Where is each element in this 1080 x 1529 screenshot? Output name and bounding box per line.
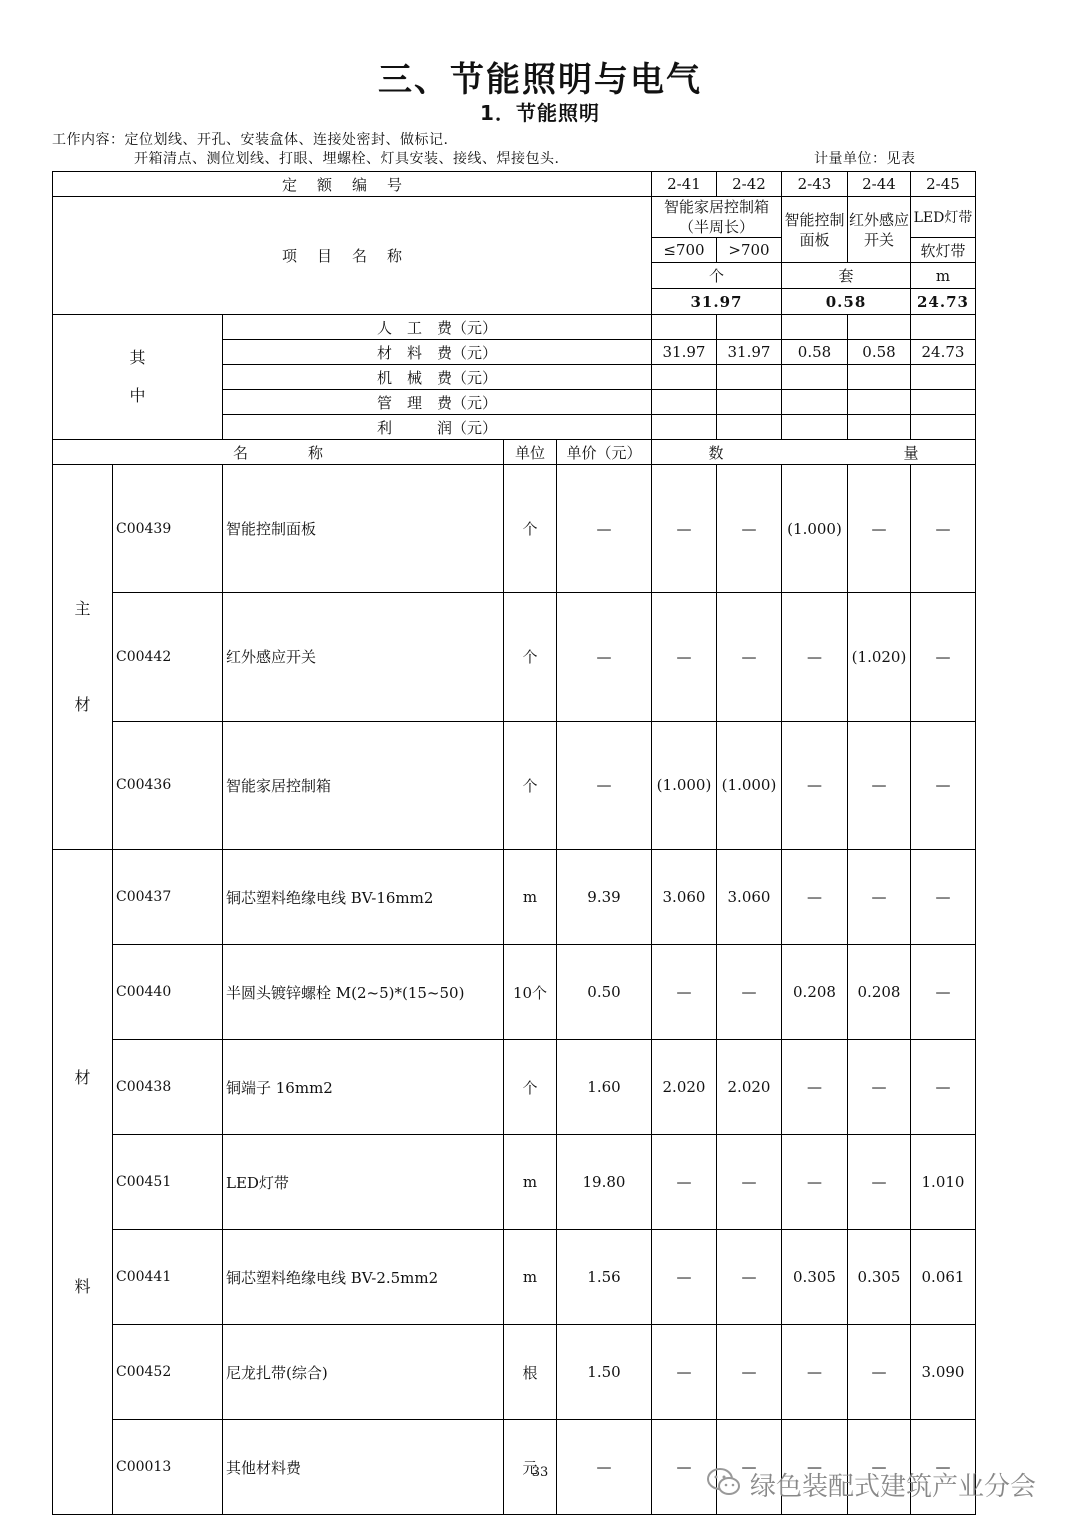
qizhong-char: 其 xyxy=(129,348,146,367)
material-code: C00436 xyxy=(113,721,223,849)
material-price: 0.50 xyxy=(557,945,652,1040)
cost-value: 31.97 xyxy=(717,340,782,365)
material-price: 1.50 xyxy=(557,1325,652,1420)
material-code: C00439 xyxy=(113,465,223,593)
material-name: 红外感应开关 xyxy=(223,593,504,721)
cost-value xyxy=(782,315,848,340)
material-code: C00451 xyxy=(113,1135,223,1230)
material-code: C00441 xyxy=(113,1230,223,1325)
material-qty: — xyxy=(911,465,976,593)
material-row xyxy=(53,850,976,945)
qizhong-char: 中 xyxy=(129,386,146,405)
item-name-row xyxy=(53,197,976,238)
cost-value xyxy=(652,415,717,440)
material-qty: (1.000) xyxy=(652,721,717,849)
material-qty: 2.020 xyxy=(717,1040,782,1135)
material-name: 智能控制面板 xyxy=(223,465,504,593)
cost-value xyxy=(717,315,782,340)
material-row xyxy=(53,1325,976,1420)
unit-a: 个 xyxy=(652,263,782,289)
material-code: C00437 xyxy=(113,850,223,945)
material-unit: 个 xyxy=(504,1040,557,1135)
quota-code: 2-42 xyxy=(717,172,782,197)
wechat-icon xyxy=(706,1466,742,1498)
material-qty: — xyxy=(848,1420,911,1515)
material-unit: 个 xyxy=(504,721,557,849)
material-qty: — xyxy=(848,1040,911,1135)
material-qty: 0.305 xyxy=(782,1230,848,1325)
cost-value xyxy=(848,365,911,390)
material-qty: — xyxy=(782,1325,848,1420)
material-qty: — xyxy=(782,1040,848,1135)
material-qty: — xyxy=(717,465,782,593)
unit-c: m xyxy=(911,263,976,289)
quota-code-row xyxy=(53,172,976,197)
material-qty: — xyxy=(782,593,848,721)
detail-name-header: 名 称 xyxy=(53,440,504,465)
material-category xyxy=(53,850,113,1515)
cost-value xyxy=(782,390,848,415)
material-qty: — xyxy=(848,1135,911,1230)
cost-value xyxy=(911,365,976,390)
material-price: — xyxy=(557,1420,652,1515)
material-qty: 0.305 xyxy=(848,1230,911,1325)
cost-value: 24.73 xyxy=(911,340,976,365)
cost-value xyxy=(848,390,911,415)
section-subtitle: 1．节能照明 xyxy=(480,101,600,125)
cost-value: 31.97 xyxy=(652,340,717,365)
material-name: 智能家居控制箱 xyxy=(223,721,504,849)
item-name-label: 项目名称 xyxy=(53,197,652,315)
material-qty: — xyxy=(717,1420,782,1515)
material-qty: — xyxy=(911,1040,976,1135)
material-code: C00013 xyxy=(113,1420,223,1515)
material-qty: — xyxy=(848,850,911,945)
work-content-line1: 工作内容：定位划线、开孔、安装盒体、连接处密封、做标记. xyxy=(52,132,449,148)
material-name: 其他材料费 xyxy=(223,1420,504,1515)
cost-row xyxy=(53,315,976,340)
quota-table xyxy=(52,171,976,1515)
material-price: — xyxy=(557,721,652,849)
quota-code-label: 定额编号 xyxy=(53,172,652,197)
material-qty: — xyxy=(652,1420,717,1515)
watermark xyxy=(706,1464,1051,1504)
material-qty: — xyxy=(717,1325,782,1420)
page-title: 三、节能照明与电气 xyxy=(378,60,702,100)
material-qty: — xyxy=(652,1230,717,1325)
material-qty: (1.000) xyxy=(717,721,782,849)
material-qty: — xyxy=(782,1420,848,1515)
material-code: C00440 xyxy=(113,945,223,1040)
cost-label: 人 工 费（元） xyxy=(223,315,652,340)
cost-value xyxy=(848,315,911,340)
material-qty: — xyxy=(911,721,976,849)
material-qty: 1.010 xyxy=(911,1135,976,1230)
material-price: 9.39 xyxy=(557,850,652,945)
cost-value xyxy=(717,365,782,390)
quota-code: 2-43 xyxy=(782,172,848,197)
detail-header-row xyxy=(53,440,976,465)
material-code: C00438 xyxy=(113,1040,223,1135)
material-name: 铜端子 16mm2 xyxy=(223,1040,504,1135)
quota-code: 2-45 xyxy=(911,172,976,197)
item-led-strip: LED灯带 xyxy=(911,197,976,238)
cost-label: 管 理 费（元） xyxy=(223,390,652,415)
material-row xyxy=(53,1230,976,1325)
base-price-b: 0.58 xyxy=(782,289,911,315)
cost-value xyxy=(782,415,848,440)
material-name: 半圆头镀锌螺栓 M(2~5)*(15~50) xyxy=(223,945,504,1040)
material-qty: — xyxy=(782,850,848,945)
material-unit: m xyxy=(504,850,557,945)
material-qty: — xyxy=(848,465,911,593)
cost-value xyxy=(717,390,782,415)
item-ir-switch: 红外感应开关 xyxy=(848,197,911,263)
material-qty: 0.208 xyxy=(848,945,911,1040)
main-material-row xyxy=(53,721,976,849)
material-qty: — xyxy=(911,1420,976,1515)
material-qty: — xyxy=(911,945,976,1040)
material-qty: 3.060 xyxy=(717,850,782,945)
material-price: 1.56 xyxy=(557,1230,652,1325)
material-qty: — xyxy=(652,1135,717,1230)
main-material-row xyxy=(53,593,976,721)
item-le700: ≤700 xyxy=(652,238,717,263)
material-qty: — xyxy=(782,721,848,849)
material-qty: 3.060 xyxy=(652,850,717,945)
material-unit: 元 xyxy=(504,1420,557,1515)
cost-value xyxy=(717,415,782,440)
material-qty: 2.020 xyxy=(652,1040,717,1135)
material-unit: 个 xyxy=(504,465,557,593)
material-name: 尼龙扎带(综合) xyxy=(223,1325,504,1420)
cost-value xyxy=(911,315,976,340)
material-qty: — xyxy=(652,465,717,593)
base-price-c: 24.73 xyxy=(911,289,976,315)
material-qty: 0.208 xyxy=(782,945,848,1040)
detail-qty-header: 数 量 xyxy=(652,440,976,465)
material-unit: 根 xyxy=(504,1325,557,1420)
material-row xyxy=(53,1135,976,1230)
item-panel: 智能控制面板 xyxy=(782,197,848,263)
material-row xyxy=(53,945,976,1040)
cost-value xyxy=(911,390,976,415)
material-qty: — xyxy=(782,1135,848,1230)
cost-value xyxy=(911,415,976,440)
cost-label: 材 料 费（元） xyxy=(223,340,652,365)
material-price: — xyxy=(557,465,652,593)
cost-value xyxy=(782,365,848,390)
work-content-line2: 开箱清点、测位划线、打眼、埋螺栓、灯具安装、接线、焊接包头. xyxy=(134,151,560,167)
item-soft-strip: 软灯带 xyxy=(911,238,976,263)
material-qty: — xyxy=(911,850,976,945)
material-row xyxy=(53,1040,976,1135)
material-name: 铜芯塑料绝缘电线 BV-2.5mm2 xyxy=(223,1230,504,1325)
base-price-a: 31.97 xyxy=(652,289,782,315)
material-qty: — xyxy=(717,1135,782,1230)
unit-note: 计量单位：见表 xyxy=(814,151,916,167)
cost-label: 利 润（元） xyxy=(223,415,652,440)
material-price: — xyxy=(557,593,652,721)
detail-price-header: 单价（元） xyxy=(557,440,652,465)
cost-value xyxy=(652,390,717,415)
category-char: 材 xyxy=(74,1068,91,1087)
material-qty: 0.061 xyxy=(911,1230,976,1325)
material-unit: 个 xyxy=(504,593,557,721)
cost-value xyxy=(652,315,717,340)
material-qty: — xyxy=(848,1325,911,1420)
item-smart-box: 智能家居控制箱（半周长） xyxy=(652,197,782,238)
category-char: 材 xyxy=(74,695,91,714)
material-qty: — xyxy=(717,1230,782,1325)
detail-unit-header: 单位 xyxy=(504,440,557,465)
quota-code: 2-41 xyxy=(652,172,717,197)
cost-value xyxy=(848,415,911,440)
material-code: C00452 xyxy=(113,1325,223,1420)
material-unit: 10个 xyxy=(504,945,557,1040)
page-number: 33 xyxy=(531,1465,549,1480)
category-char: 主 xyxy=(74,599,91,618)
unit-b: 套 xyxy=(782,263,911,289)
material-qty: 3.090 xyxy=(911,1325,976,1420)
cost-value: 0.58 xyxy=(848,340,911,365)
material-code: C00442 xyxy=(113,593,223,721)
material-qty: — xyxy=(717,945,782,1040)
material-qty: (1.000) xyxy=(782,465,848,593)
material-unit: m xyxy=(504,1230,557,1325)
material-qty: (1.020) xyxy=(848,593,911,721)
material-name: 铜芯塑料绝缘电线 BV-16mm2 xyxy=(223,850,504,945)
category-char: 料 xyxy=(74,1277,91,1296)
material-qty: — xyxy=(652,1325,717,1420)
qizhong-label xyxy=(53,315,223,440)
material-qty: — xyxy=(717,593,782,721)
main-material-category xyxy=(53,465,113,850)
watermark-text: 绿色装配式建筑产业分会 xyxy=(750,1472,1037,1502)
material-qty: — xyxy=(652,945,717,1040)
material-unit: m xyxy=(504,1135,557,1230)
cost-value: 0.58 xyxy=(782,340,848,365)
cost-label: 机 械 费（元） xyxy=(223,365,652,390)
material-qty: — xyxy=(848,721,911,849)
material-qty: — xyxy=(911,593,976,721)
item-gt700: >700 xyxy=(717,238,782,263)
cost-value xyxy=(652,365,717,390)
material-price: 1.60 xyxy=(557,1040,652,1135)
quota-code: 2-44 xyxy=(848,172,911,197)
main-material-row xyxy=(53,465,976,593)
material-name: LED灯带 xyxy=(223,1135,504,1230)
material-qty: — xyxy=(652,593,717,721)
material-price: 19.80 xyxy=(557,1135,652,1230)
